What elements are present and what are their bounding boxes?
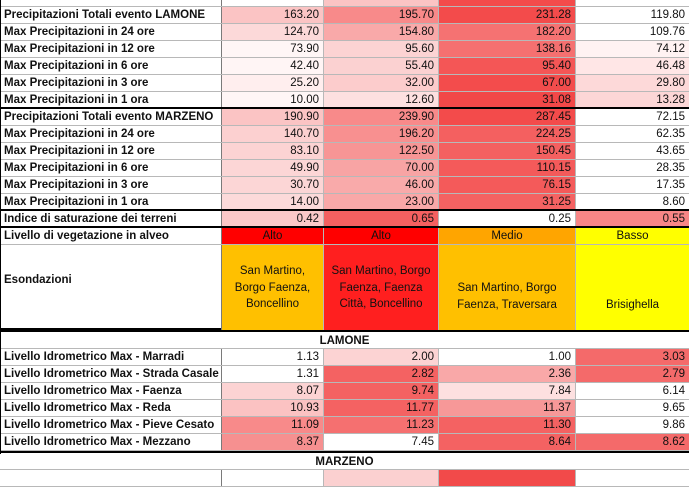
row-label: Precipitazioni Totali evento LAMONE [0,7,222,23]
value-cell: 195.70 [324,7,439,23]
value-cell: 11.37 [439,400,576,416]
value-cell: 30.70 [222,177,324,193]
value-cell: 11.77 [324,400,439,416]
esondazioni-cell: San Martino, Borgo Faenza, Boncellino [222,245,324,330]
value-cell: 2.00 [324,349,439,365]
value-cell: 14.00 [222,194,324,209]
value-cell: 163.20 [222,7,324,23]
row-label: Livello Idrometrico Max - Reda [0,400,222,416]
value-cell: 32.00 [324,75,439,91]
value-cell: 72.15 [576,109,689,125]
value-cell: 150.45 [439,143,576,159]
value-cell: 6.14 [576,383,689,399]
section-title: MARZENO [315,456,374,468]
value-cell: 42.40 [222,58,324,74]
row-label: Livello Idrometrico Max - Faenza [0,383,222,399]
value-cell: 10.00 [222,92,324,107]
row-label: Max Precipitazioni in 3 ore [0,75,222,91]
value-cell: 0.55 [576,211,689,226]
row-label: Esondazioni [0,245,222,330]
row-label: Max Precipitazioni in 24 ore [0,24,222,40]
value-cell: 2.79 [576,366,689,382]
table-row [0,194,689,211]
vegetazione-cell: Medio [439,228,576,244]
row-label: Precipitazioni Totali evento MARZENO [0,109,222,125]
row-label: Max Precipitazioni in 6 ore [0,58,222,74]
value-cell: 31.25 [439,194,576,209]
table-row [0,366,689,383]
row-label: Max Precipitazioni in 6 ore [0,160,222,176]
table-row-partial-bottom [0,470,689,487]
row-label: Livello di vegetazione in alveo [0,228,222,244]
table-row-esondazioni [0,245,689,330]
table-row [0,349,689,366]
value-cell: 2.82 [324,366,439,382]
value-cell: 67.00 [439,75,576,91]
value-cell: 138.16 [439,41,576,57]
value-cell: 11.09 [222,417,324,433]
value-cell: 95.40 [439,58,576,74]
row-label: Max Precipitazioni in 1 ora [0,92,222,107]
value-cell: 83.10 [222,143,324,159]
value-cell: 9.86 [576,417,689,433]
value-cell: 1.13 [222,349,324,365]
table-row [0,434,689,451]
row-label: Livello Idrometrico Max - Pieve Cesato [0,417,222,433]
table-row [0,211,689,228]
value-cell: 122.50 [324,143,439,159]
value-cell: 154.80 [324,24,439,40]
value-cell: 2.36 [439,366,576,382]
section-title: LAMONE [319,335,370,347]
row-label: Max Precipitazioni in 3 ore [0,177,222,193]
table-row-partial-top [0,0,689,7]
value-cell: 95.60 [324,41,439,57]
value-cell: 55.40 [324,58,439,74]
value-cell: 9.74 [324,383,439,399]
section-header-lamone [0,330,689,349]
value-cell: 124.70 [222,24,324,40]
row-label: Max Precipitazioni in 12 ore [0,143,222,159]
value-cell: 23.00 [324,194,439,209]
table-row [0,58,689,75]
value-cell: 49.90 [222,160,324,176]
table-row [0,24,689,41]
value-cell: 43.65 [576,143,689,159]
value-cell: 7.84 [439,383,576,399]
table-row [0,7,689,24]
value-cell: 1.31 [222,366,324,382]
table-row [0,383,689,400]
value-cell: 62.35 [576,126,689,142]
value-cell: 196.20 [324,126,439,142]
value-cell: 140.70 [222,126,324,142]
table-row-vegetazione [0,228,689,245]
value-cell: 9.65 [576,400,689,416]
esondazioni-cell: San Martino, Borgo Faenza, Faenza Città, Boncellino [324,245,439,330]
value-cell: 70.00 [324,160,439,176]
esondazioni-cell: San Martino, Borgo Faenza, Traversara [439,245,576,330]
value-cell: 11.30 [439,417,576,433]
row-label: Indice di saturazione dei terreni [0,211,222,226]
value-cell: 7.45 [324,434,439,450]
row-label: Max Precipitazioni in 12 ore [0,41,222,57]
table-row [0,143,689,160]
value-cell: 46.48 [576,58,689,74]
value-cell: 239.90 [324,109,439,125]
value-cell: 74.12 [576,41,689,57]
value-cell: 28.35 [576,160,689,176]
table-row [0,160,689,177]
vegetazione-cell: Basso [576,228,689,244]
row-label: Max Precipitazioni in 1 ora [0,194,222,209]
table-row [0,109,689,126]
esondazioni-cell: Brisighella [576,245,689,330]
value-cell: 12.60 [324,92,439,107]
value-cell: 8.07 [222,383,324,399]
value-cell: 3.03 [576,349,689,365]
value-cell: 8.64 [439,434,576,450]
value-cell: 231.28 [439,7,576,23]
value-cell: 46.00 [324,177,439,193]
table-row [0,75,689,92]
value-cell: 29.80 [576,75,689,91]
value-cell: 0.42 [222,211,324,226]
table-row [0,417,689,434]
value-cell: 17.35 [576,177,689,193]
table-row [0,400,689,417]
table-row [0,41,689,58]
table-row [0,126,689,143]
value-cell: 73.90 [222,41,324,57]
value-cell: 190.90 [222,109,324,125]
row-label: Livello Idrometrico Max - Marradi [0,349,222,365]
value-cell: 287.45 [439,109,576,125]
value-cell: 0.65 [324,211,439,226]
value-cell: 8.60 [576,194,689,209]
table-row [0,92,689,109]
vegetazione-cell: Alto [324,228,439,244]
row-label: Livello Idrometrico Max - Strada Casale [0,366,222,382]
value-cell: 11.23 [324,417,439,433]
value-cell: 13.28 [576,92,689,107]
value-cell: 8.37 [222,434,324,450]
value-cell: 109.76 [576,24,689,40]
table-row [0,177,689,194]
vegetazione-cell: Alto [222,228,324,244]
value-cell: 110.15 [439,160,576,176]
value-cell: 8.62 [576,434,689,450]
row-label: Max Precipitazioni in 24 ore [0,126,222,142]
value-cell: 25.20 [222,75,324,91]
value-cell: 224.25 [439,126,576,142]
value-cell: 31.08 [439,92,576,107]
value-cell: 182.20 [439,24,576,40]
value-cell: 119.80 [576,7,689,23]
value-cell: 76.15 [439,177,576,193]
value-cell: 0.25 [439,211,576,226]
row-label: Livello Idrometrico Max - Mezzano [0,434,222,450]
value-cell: 1.00 [439,349,576,365]
value-cell: 10.93 [222,400,324,416]
